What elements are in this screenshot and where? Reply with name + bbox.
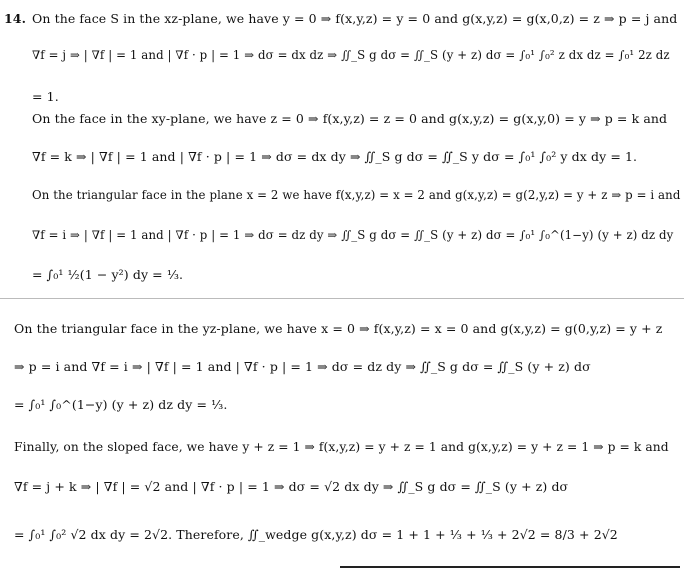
text-line-12: Finally, on the sloped face, we have y + z = 1 ⇒ f(x,y,z) = y + z = 1 and g(x,y,z) = y + z = 1 ⇒ p = k and <box>14 440 669 454</box>
problem-number: 14. <box>4 11 27 26</box>
text-line-1: On the face S in the xz-plane, we have y = 0 ⇒ f(x,y,z) = y = 0 and g(x,y,z) = g(x,0,z) = z ⇒ p = j and <box>32 11 678 26</box>
text-line-14: = ∫₀¹ ∫₀² √2 dx dy = 2√2. Therefore, ∬_wedge g(x,y,z) dσ = 1 + 1 + ⅓ + ⅓ + 2√2 = 8/3 + 2√2 <box>14 527 618 542</box>
text-line-6: On the triangular face in the plane x = 2 we have f(x,y,z) = x = 2 and g(x,y,z) = g(2,y,z) = y + z ⇒ p = i and <box>32 188 681 202</box>
text-line-4: On the face in the xy-plane, we have z = 0 ⇒ f(x,y,z) = z = 0 and g(x,y,z) = g(x,y,0) = y ⇒ p = k and <box>32 111 668 126</box>
text-line-10: ⇒ p = i and ∇f = i ⇒ | ∇f | = 1 and | ∇f · p | = 1 ⇒ dσ = dz dy ⇒ ∬_S g dσ = ∬_S (y + z) dσ <box>14 359 591 374</box>
bottom-rule <box>340 566 680 568</box>
text-line-8: = ∫₀¹ ½(1 − y²) dy = ⅓. <box>32 267 184 282</box>
text-line-11: = ∫₀¹ ∫₀^(1−y) (y + z) dz dy = ⅓. <box>14 397 228 412</box>
text-line-7: ∇f = i ⇒ | ∇f | = 1 and | ∇f · p | = 1 ⇒ dσ = dz dy ⇒ ∬_S g dσ = ∬_S (y + z) dσ = ∫₀¹ ∫₀^(1−y) (y + z) dz dy <box>32 228 674 242</box>
text-line-13: ∇f = j + k ⇒ | ∇f | = √2 and | ∇f · p | = 1 ⇒ dσ = √2 dx dy ⇒ ∬_S g dσ = ∬_S (y + z) dσ <box>14 479 569 494</box>
text-line-2: ∇f = j ⇒ | ∇f | = 1 and | ∇f · p | = 1 ⇒ dσ = dx dz ⇒ ∬_S g dσ = ∬_S (y + z) dσ = ∫₀¹ ∫₀² z dx dz = ∫₀¹ 2z dz <box>32 48 670 62</box>
text-line-3: = 1. <box>32 89 59 104</box>
divider <box>0 298 684 299</box>
text-line-9: On the triangular face in the yz-plane, we have x = 0 ⇒ f(x,y,z) = x = 0 and g(x,y,z) = g(0,y,z) = y + z <box>14 321 663 336</box>
text-line-5: ∇f = k ⇒ | ∇f | = 1 and | ∇f · p | = 1 ⇒ dσ = dx dy ⇒ ∬_S g dσ = ∬_S y dσ = ∫₀¹ ∫₀² y dx dy = 1. <box>32 149 638 164</box>
